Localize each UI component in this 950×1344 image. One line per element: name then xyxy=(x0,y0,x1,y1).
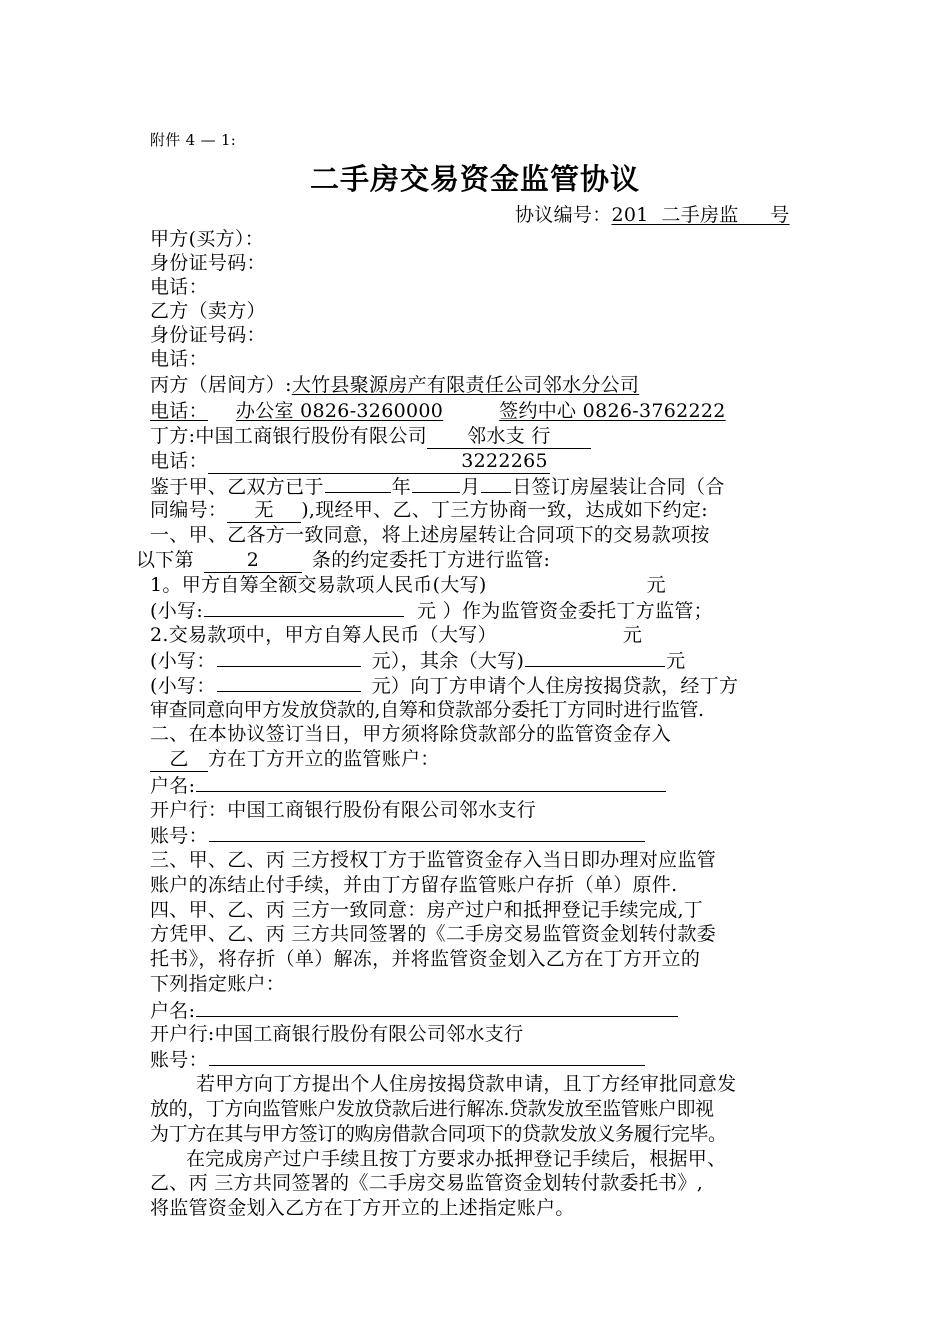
item-1-small-label: (小写: xyxy=(150,600,204,622)
party-d-line xyxy=(150,424,591,449)
clause-4-account-name-label: 户名: xyxy=(150,1000,196,1022)
party-a-id-label: 身份证号码： xyxy=(150,252,266,274)
clause-4-bank: 开户行:中国工商银行股份有限公司邻水支行 xyxy=(150,1023,524,1045)
agreement-number xyxy=(515,203,790,227)
item-2-small-label: (小写： xyxy=(150,650,216,672)
clause-1-text-b: 条的约定委托丁方进行监管: xyxy=(311,549,551,571)
document-title: 二手房交易资金监管协议 xyxy=(309,162,640,196)
clause-2-account-name xyxy=(150,773,667,798)
clause-2-line-1: 二、在本协议签订当日，甲方须将除贷款部分的监管资金存入 xyxy=(150,723,672,745)
party-c-label: 丙方（居间方）: xyxy=(150,374,292,396)
party-c-phone-line xyxy=(150,399,726,423)
item-2-yuan: 元 xyxy=(622,624,643,646)
clause-2-account-number-label: 账号： xyxy=(150,825,208,847)
item-2-small-blank xyxy=(217,648,361,667)
party-c-phone-label: 电话： xyxy=(150,400,208,422)
party-d-phone-line xyxy=(150,449,550,474)
clause-4-account-name xyxy=(150,998,679,1023)
day-blank xyxy=(481,474,511,493)
item-2-line-4: 审查同意向甲方发放贷款的,自筹和贷款部分委托丁方同时进行监管. xyxy=(150,699,704,721)
item-2-line-1 xyxy=(150,623,642,647)
loan-paragraph-line-3: 为丁方在其与甲方签订的购房借款合同项下的贷款发放义务履行完毕。 xyxy=(150,1123,727,1145)
clause-4-account-name-blank xyxy=(196,998,678,1017)
clause-1-line-2 xyxy=(136,548,550,573)
item-2-small-label-2: (小写： xyxy=(150,675,216,697)
party-b-id-label: 身份证号码： xyxy=(150,324,266,346)
party-d-phone: 3222265 xyxy=(208,449,550,474)
item-1-small-blank xyxy=(204,598,404,617)
transfer-paragraph-line-1: 在完成房产过户手续且按丁方要求办抵押登记手续后，根据甲、 xyxy=(186,1148,727,1170)
attachment-label: 附件 4 — 1: xyxy=(150,131,237,149)
preamble-line-2 xyxy=(150,498,708,523)
clause-1-line-1: 一、甲、乙各方一致同意，将上述房屋转让合同项下的交易款项按 xyxy=(150,524,710,546)
preamble-text-c: ),现经甲、乙、丁三方协商一致，达成如下约定: xyxy=(301,499,708,521)
clause-2-account-number xyxy=(150,823,646,848)
clause-4-account-number xyxy=(150,1047,646,1072)
item-2-small-blank-2 xyxy=(217,673,361,692)
clause-4-account-number-blank xyxy=(209,1047,645,1066)
item-1-text: 1。甲方自筹全额交易款项人民币(大写) xyxy=(150,574,487,596)
party-a-label: 甲方(买方）： xyxy=(150,228,265,250)
clause-4-line-3: 托书》，将存折（单）解冻，并将监管资金划入乙方在丁方开立的 xyxy=(150,948,701,970)
party-d-label: 丁方: xyxy=(150,425,196,447)
item-2-line-3 xyxy=(150,673,738,698)
clause-2-account-name-label: 户名: xyxy=(150,775,196,797)
clause-4-account-number-label: 账号： xyxy=(150,1049,208,1071)
party-d-name: 中国工商银行股份有限公司 xyxy=(195,425,427,447)
clause-1-item-number: 2 xyxy=(204,548,302,573)
preamble-line-1 xyxy=(150,474,725,499)
clause-3-line-2: 账户的冻结止付手续，并由丁方留存监管账户存折（单）原件. xyxy=(150,874,678,896)
item-2-rest-yuan: 元 xyxy=(666,650,686,672)
transfer-paragraph-line-2: 乙、丙 三方共同签署的《二手房交易监管资金划转付款委托书》, xyxy=(150,1172,704,1194)
clause-2-account-number-blank xyxy=(209,823,645,842)
clause-2-line-2 xyxy=(150,747,440,772)
item-1-line-1 xyxy=(150,573,666,597)
clause-2-party: 乙 xyxy=(150,747,208,772)
party-d-branch: 邻水支 行 xyxy=(427,424,591,449)
year-blank xyxy=(325,474,391,493)
item-2-line-2 xyxy=(150,648,686,673)
contract-number-value: 无 xyxy=(227,498,301,523)
item-2-text-b: 元），其余（大写) xyxy=(371,650,525,672)
item-1-line-2 xyxy=(150,598,713,623)
loan-paragraph-line-1: 若甲方向丁方提出个人住房按揭贷款申请，且丁方经审批同意发 xyxy=(196,1073,737,1095)
clause-2-text-b: 方在丁方开立的监管账户： xyxy=(208,748,440,770)
year-label: 年 xyxy=(391,476,412,498)
clause-1-text-a: 以下第 xyxy=(136,549,194,571)
party-b-phone-label: 电话： xyxy=(150,348,208,370)
item-1-yuan: 元 xyxy=(646,574,666,596)
month-label: 月 xyxy=(461,476,481,498)
agreement-number-label: 协议编号： xyxy=(515,204,612,226)
party-c-line xyxy=(150,373,639,397)
party-d-phone-label: 电话： xyxy=(150,450,208,472)
party-c-phone-office: 办公室 0826-3260000 xyxy=(235,400,444,422)
item-2-text: 2.交易款项中，甲方自筹人民币（大写） xyxy=(150,624,497,646)
preamble-text-b: 日签订房屋装让合同（合 xyxy=(512,476,725,498)
party-a-phone-label: 电话： xyxy=(150,276,208,298)
item-1-text-b: 元 ）作为监管资金委托丁方监管； xyxy=(417,600,713,622)
loan-paragraph-line-2: 放的，丁方向监管账户发放贷款后进行解冻.贷款发放至监管账户即视 xyxy=(150,1098,714,1120)
item-2-rest-blank xyxy=(525,648,665,667)
transfer-paragraph-line-3: 将监管资金划入乙方在丁方开立的上述指定账户。 xyxy=(150,1197,575,1219)
preamble-text-a: 鉴于甲、乙双方已于 xyxy=(150,476,324,498)
contract-number-label: 同编号： xyxy=(150,499,228,521)
clause-2-account-name-blank xyxy=(196,773,666,792)
party-c-name: 大竹县聚源房产有限责任公司邻水分公司 xyxy=(291,374,640,396)
party-c-phone-sign: 签约中心 0826-3762222 xyxy=(499,400,726,422)
agreement-number-value: 201 二手房监 号 xyxy=(611,204,790,226)
clause-4-line-2: 方凭甲、乙、丙 三方共同签署的《二手房交易监管资金划转付款委 xyxy=(150,923,717,945)
clause-3-line-1: 三、甲、乙、丙 三方授权丁方于监管资金存入当日即办理对应监管 xyxy=(150,849,717,871)
clause-4-line-1: 四、甲、乙、丙 三方一致同意：房产过户和抵押登记手续完成,丁 xyxy=(150,899,704,921)
clause-4-line-4: 下列指定账户： xyxy=(150,973,286,995)
party-b-label: 乙方（卖方） xyxy=(150,300,266,322)
month-blank xyxy=(412,474,460,493)
clause-2-bank: 开户行：中国工商银行股份有限公司邻水支行 xyxy=(150,799,537,821)
item-2-text-c: 元）向丁方申请个人住房按揭贷款，经丁方 xyxy=(371,675,739,697)
